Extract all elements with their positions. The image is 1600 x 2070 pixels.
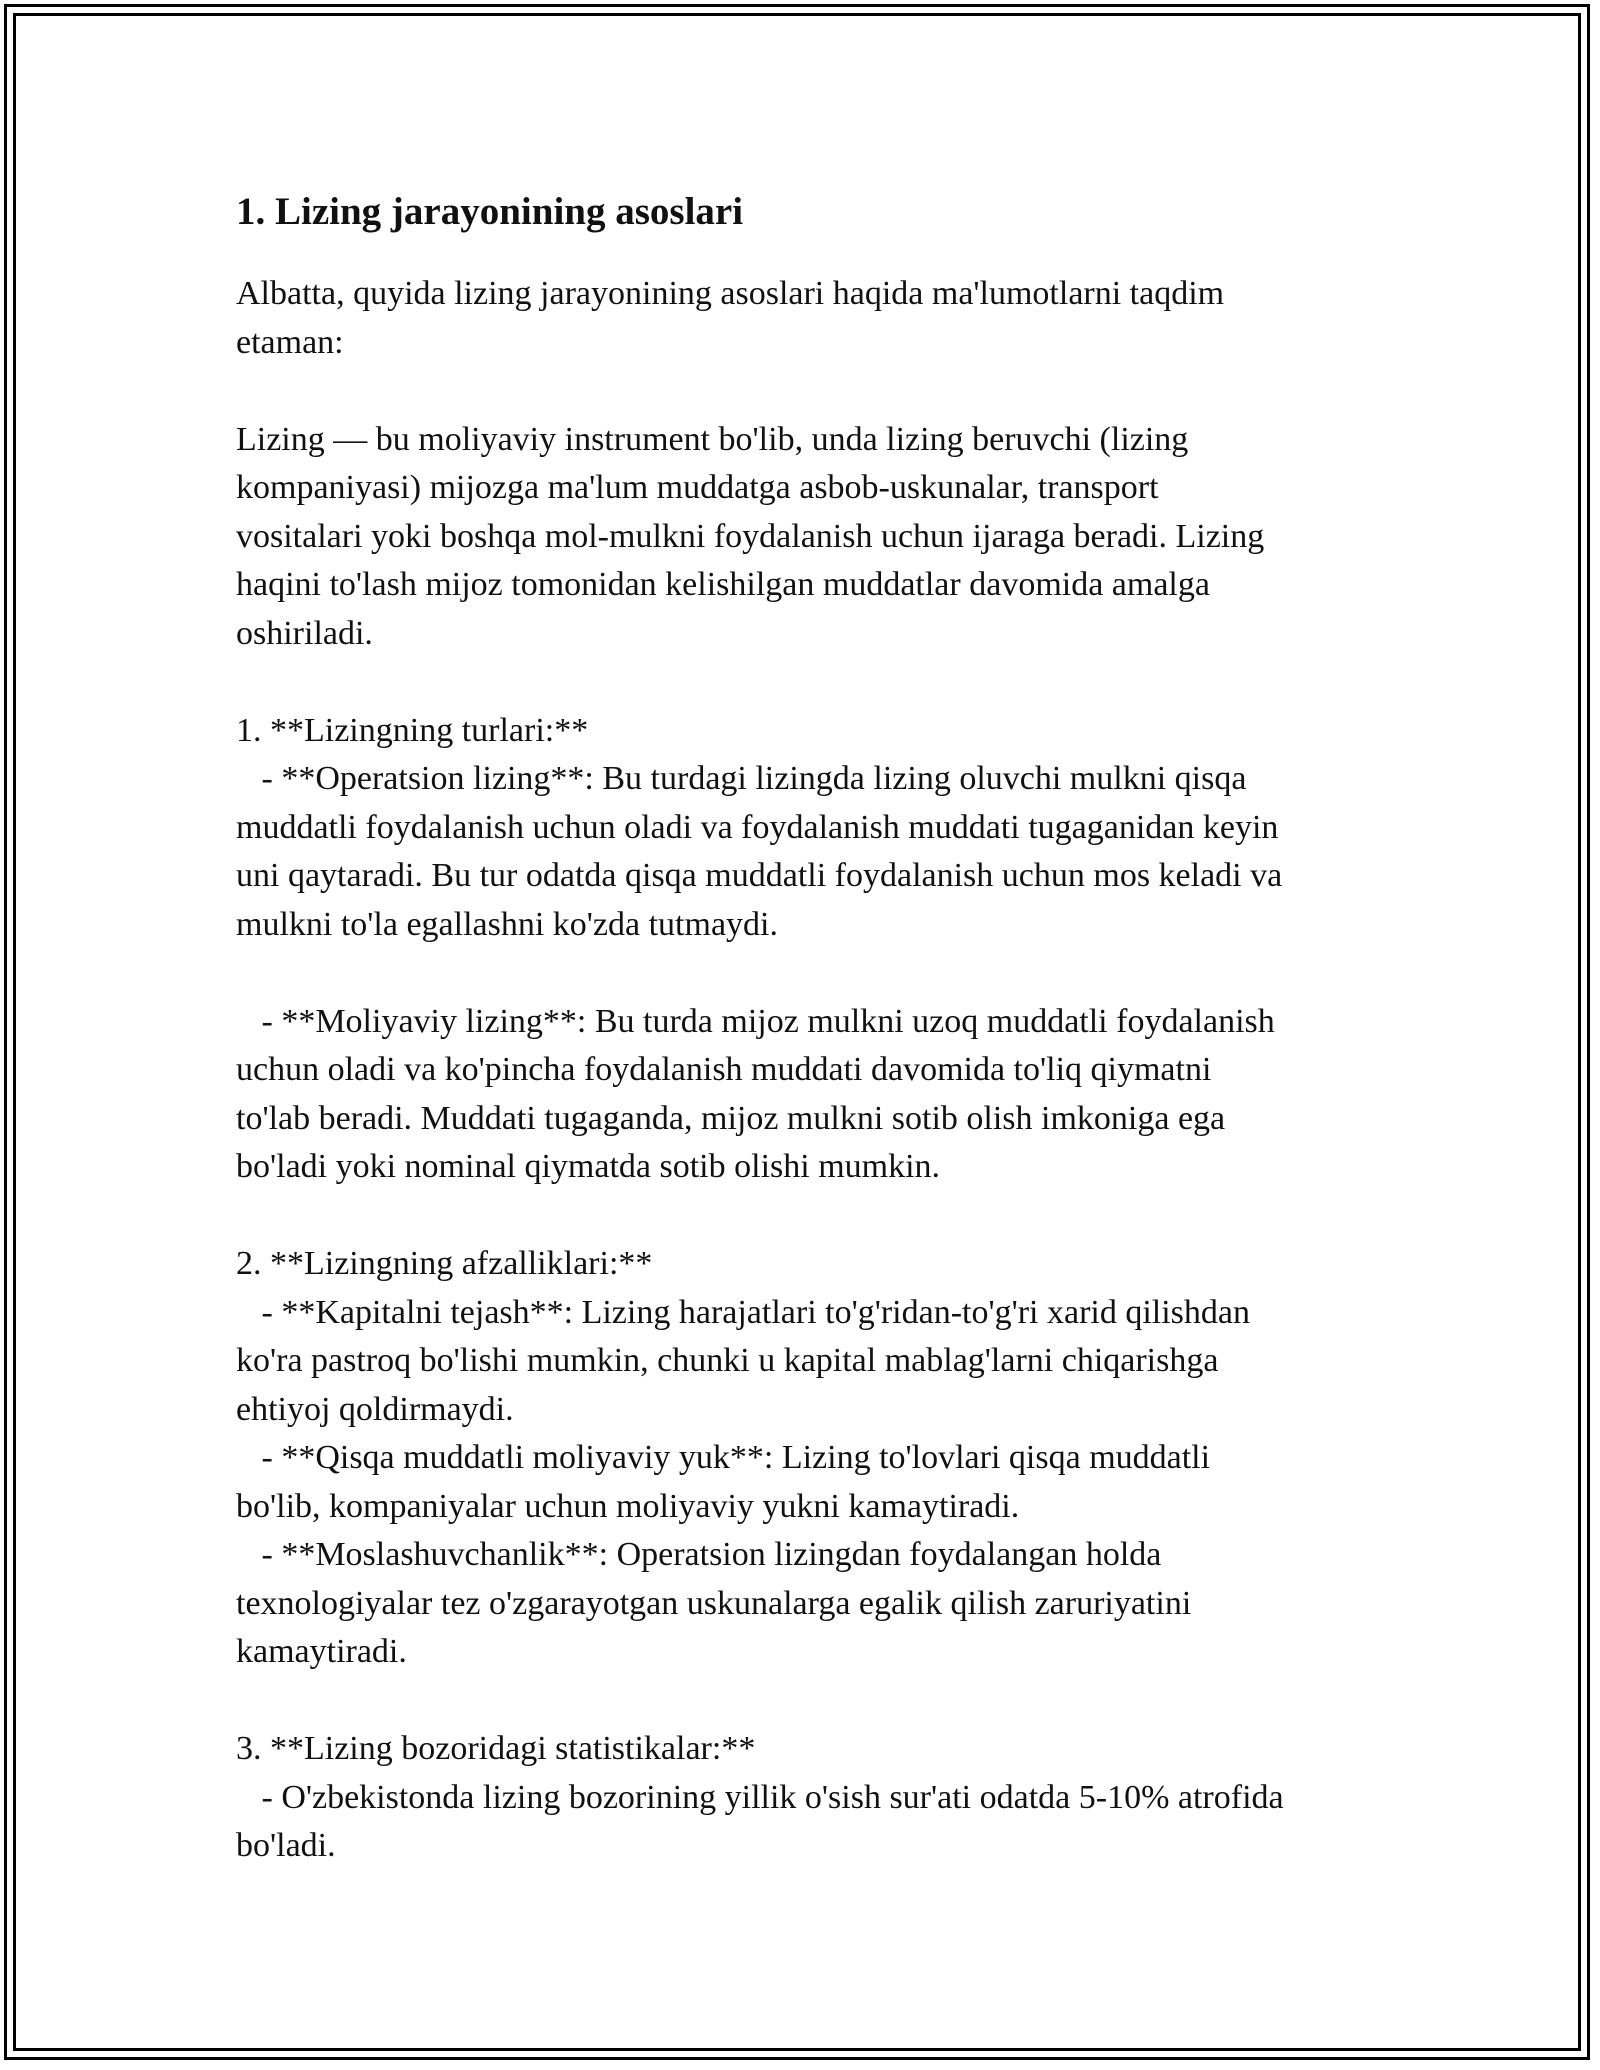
intro-paragraph: Albatta, quyida lizing jarayonining asoslari haqida ma'lumotlarni taqdim etaman: [236, 275, 1225, 361]
blank-line [236, 367, 1376, 416]
leasing-advantages-section: 2. **Lizingning afzalliklari:** - **Kapitalni tejash**: Lizing harajatlari to'g'ridan-to'g'ri xarid qilishdan ko'ra pastroq bo'lishi mumkin, chunki u kapital mablag'larni chiqarishga ehtiyoj qoldirmaydi. - **Qisqa muddatli moliyaviy yuk**: Lizing to'lovlari qisqa muddatli bo'lib, kompaniyalar uchun moliyaviy yukni kamaytiradi. - **Moslashuvchanlik**: Operatsion lizingdan foydalangan holda texnologiyalar tez o'zgarayotgan uskunalarga egalik qilish zaruriyatini kamaytiradi. [236, 1245, 1251, 1670]
blank-line [236, 949, 1376, 998]
document-body [236, 188, 1376, 1871]
blank-line [236, 658, 1376, 707]
blank-line [236, 1192, 1376, 1241]
page-title: 1. Lizing jarayonining asoslari [236, 190, 744, 233]
leasing-types-section: 1. **Lizingning turlari:** - **Operatsion lizing**: Bu turdagi lizingda lizing oluvchi mulkni qisqa muddatli foydalanish uchun oladi va foydalanish muddati tugaganidan keyin uni qaytaradi. Bu tur odatda qisqa muddatli foydalanish uchun mos keladi va mulkni to'la egallashni ko'zda tutmaydi. [236, 711, 1283, 943]
blank-line [236, 1677, 1376, 1726]
market-statistics-section: 3. **Lizing bozoridagi statistikalar:** - O'zbekistonda lizing bozorining yillik o'sish sur'ati odatda 5-10% atrofida bo'ladi. [236, 1730, 1284, 1864]
definition-paragraph: Lizing — bu moliyaviy instrument bo'lib, unda lizing beruvchi (lizing kompaniyasi) mijozga ma'lum muddatga asbob-uskunalar, transport vositalari yoki boshqa mol-mulkni foydalanish uchun ijaraga beradi. Lizing haqini to'lash mijoz tomonidan kelishilgan muddatlar davomida amalga oshiriladi. [236, 420, 1265, 652]
financial-leasing-paragraph: - **Moliyaviy lizing**: Bu turda mijoz mulkni uzoq muddatli foydalanish uchun oladi va ko'pincha foydalanish muddati davomida to'liq qiymatni to'lab beradi. Muddati tugaganda, mijoz mulkni sotib olish imkoniga ega bo'ladi yoki nominal qiymatda sotib olishi mumkin. [236, 1002, 1275, 1185]
